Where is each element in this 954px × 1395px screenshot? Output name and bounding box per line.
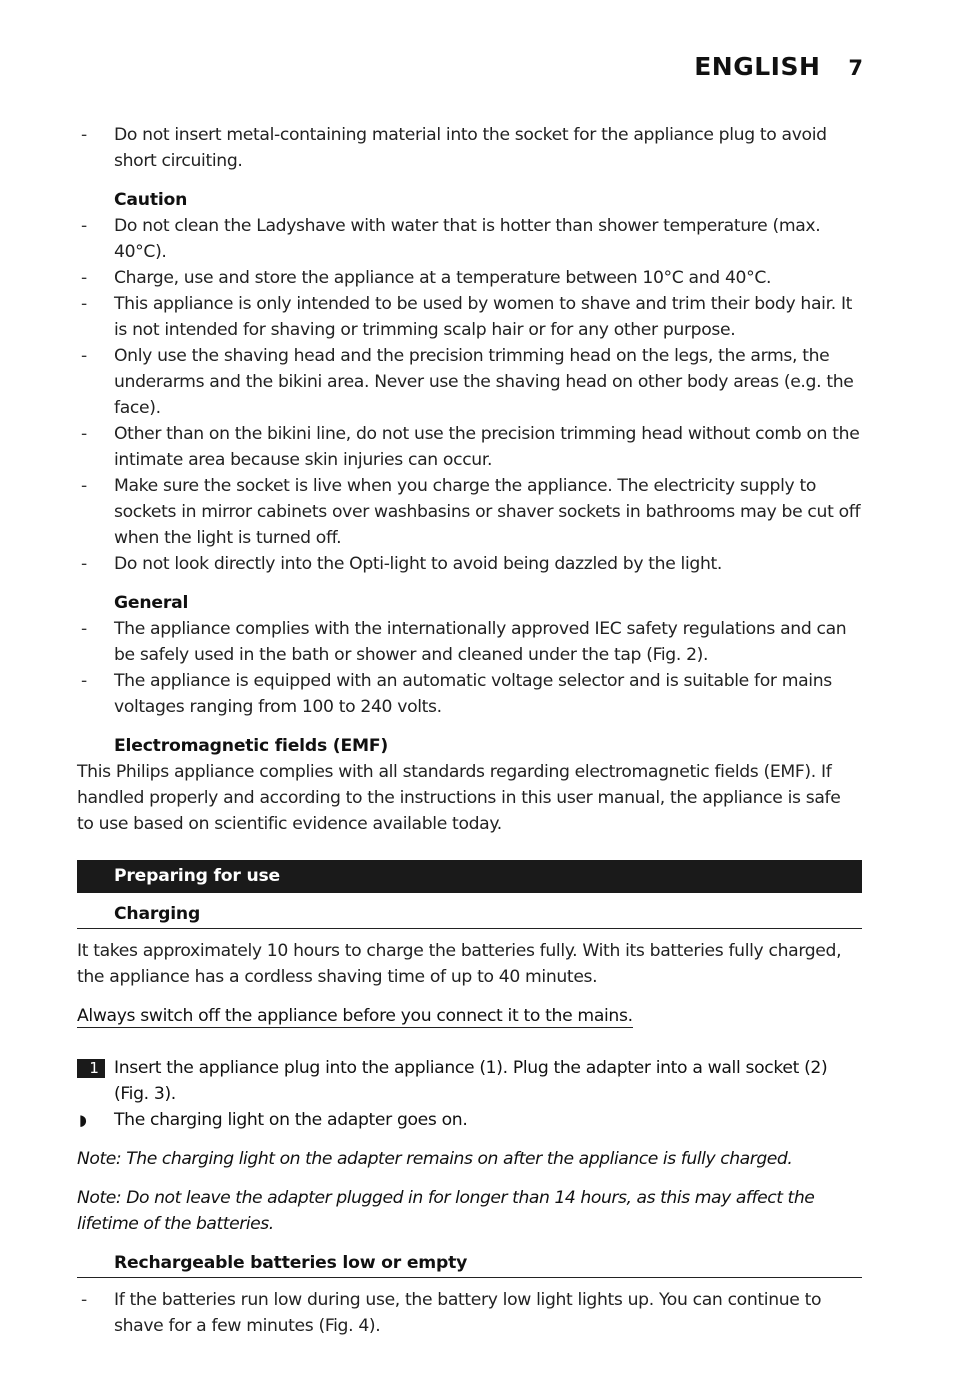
result-arrow-icon: ◗ bbox=[79, 1111, 87, 1129]
caution-heading: Caution bbox=[114, 190, 188, 210]
warning-text: Always switch off the appliance before you connect it to the mains. bbox=[77, 1006, 633, 1026]
low-battery-heading: Rechargeable batteries low or empty bbox=[77, 1250, 862, 1278]
dash-bullet: - bbox=[81, 1290, 87, 1310]
low-battery-list bbox=[77, 1287, 862, 1339]
step-number-badge: 1 bbox=[77, 1059, 105, 1078]
emf-paragraph: This Philips appliance complies with all standards regarding electromagnetic fields (EMF). If handled properly and according to the instructions in this user manual, the appliance is safe to use based on scientific evidence available today. bbox=[77, 762, 841, 834]
note-adapter: Note: Do not leave the adapter plugged in for longer than 14 hours, as this may affect the lifetime of the batteries. bbox=[77, 1188, 815, 1234]
step-result bbox=[77, 1107, 862, 1133]
dash-bullet: - bbox=[81, 671, 87, 691]
dash-bullet: - bbox=[81, 346, 87, 366]
language-label: ENGLISH bbox=[694, 52, 821, 81]
dash-bullet: - bbox=[81, 268, 87, 288]
section-heading-preparing: Preparing for use bbox=[77, 860, 862, 893]
charging-paragraph: It takes approximately 10 hours to charge the batteries fully. With its batteries fully charged, the appliance has a cordless shaving time of up to 40 minutes. bbox=[77, 941, 842, 987]
list-item: - This appliance is only intended to be used by women to shave and trim their body hair. It is not intended for shaving or trimming scalp hair or for any other purpose. bbox=[77, 291, 862, 343]
emf-heading: Electromagnetic fields (EMF) bbox=[114, 736, 389, 756]
list-item: - Only use the shaving head and the precision trimming head on the legs, the arms, the underarms and the bikini area. Never use the shaving head on other body areas (e.g. the face). bbox=[77, 343, 862, 421]
warning-block bbox=[77, 1003, 862, 1029]
page-header bbox=[694, 52, 863, 81]
list-item: - Do not insert metal-containing material into the socket for the appliance plug to avoid short circuiting. bbox=[77, 122, 862, 174]
dash-bullet: - bbox=[81, 125, 87, 145]
dash-bullet: - bbox=[81, 476, 87, 496]
step-text: Insert the appliance plug into the appliance (1). Plug the adapter into a wall socket (2) (Fig. 3). bbox=[114, 1058, 828, 1104]
page-content bbox=[77, 122, 862, 1339]
list-item: - Charge, use and store the appliance at a temperature between 10°C and 40°C. bbox=[77, 265, 862, 291]
dash-bullet: - bbox=[81, 216, 87, 236]
general-list bbox=[77, 616, 862, 720]
result-text: The charging light on the adapter goes on. bbox=[114, 1110, 468, 1130]
general-heading: General bbox=[114, 593, 189, 613]
charging-heading: Charging bbox=[77, 901, 862, 929]
list-item: - Make sure the socket is live when you charge the appliance. The electricity supply to sockets in mirror cabinets over washbasins or shaver sockets in bathrooms may be cut off when the light is turned off. bbox=[77, 473, 862, 551]
list-item: - Do not clean the Ladyshave with water that is hotter than shower temperature (max. 40°C). bbox=[77, 213, 862, 265]
list-item: - Other than on the bikini line, do not use the precision trimming head without comb on the intimate area because skin injuries can occur. bbox=[77, 421, 862, 473]
list-item: - If the batteries run low during use, the battery low light lights up. You can continue to shave for a few minutes (Fig. 4). bbox=[77, 1287, 862, 1339]
dash-bullet: - bbox=[81, 424, 87, 444]
dash-bullet: - bbox=[81, 554, 87, 574]
list-item: - The appliance is equipped with an automatic voltage selector and is suitable for mains voltages ranging from 100 to 240 volts. bbox=[77, 668, 862, 720]
list-item: - The appliance complies with the internationally approved IEC safety regulations and can be safely used in the bath or shower and cleaned under the tap (Fig. 2). bbox=[77, 616, 862, 668]
caution-list bbox=[77, 213, 862, 577]
step-1 bbox=[77, 1055, 862, 1107]
list-item: - Do not look directly into the Opti-light to avoid being dazzled by the light. bbox=[77, 551, 862, 577]
page-number: 7 bbox=[848, 56, 863, 80]
dash-bullet: - bbox=[81, 294, 87, 314]
dash-bullet: - bbox=[81, 619, 87, 639]
note-charging-light: Note: The charging light on the adapter remains on after the appliance is fully charged. bbox=[77, 1149, 793, 1169]
intro-list bbox=[77, 122, 862, 174]
